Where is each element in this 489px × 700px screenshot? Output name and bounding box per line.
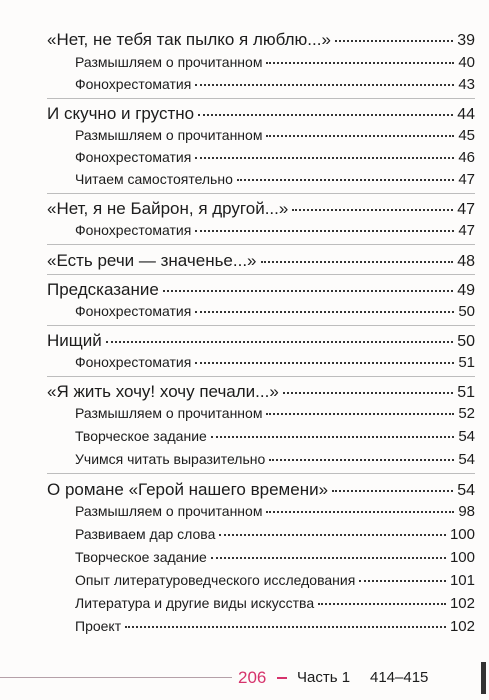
dot-leader [266,511,454,513]
page-footer [0,662,489,694]
toc-entry-sub [75,526,475,543]
toc-entry-page: 51 [457,384,475,401]
toc-entry-title: Размышляем о прочитанном [75,405,263,421]
toc-entry-title: И скучно и грустно [47,104,195,123]
toc-entry-title: Учимся читать выразительно [75,451,266,467]
page-codes: 414–415 [370,669,429,686]
footer-accent-bar [277,677,287,679]
dot-leader [195,362,454,364]
toc-entry-main [47,480,475,500]
dot-leader [163,290,453,292]
footer-rule [0,677,232,678]
toc-entry-main [47,30,475,50]
toc-entry-title: Размышляем о прочитанном [75,54,263,70]
toc-entry-sub [75,503,475,520]
edge-marker [481,662,486,694]
dot-leader [292,209,453,211]
part-label: Часть 1 [297,669,351,686]
dot-leader [237,179,454,181]
dot-leader [318,603,446,605]
toc-entry-title: Опыт литературоведческого исследования [75,572,356,588]
dot-leader [106,341,453,343]
dot-leader [198,114,453,116]
toc-entry-title: Проект [75,618,122,634]
toc-entry-sub [75,572,475,589]
toc-entry-page: 47 [457,201,475,218]
toc-entry-page: 52 [458,405,475,422]
toc-entry-page: 47 [458,171,475,188]
toc-entry-title: О романе «Герой нашего времени» [47,480,329,499]
dot-leader [125,626,446,628]
toc-entry-page: 47 [458,222,475,239]
toc-entry-page: 50 [457,333,475,350]
toc-entry-page: 98 [458,503,475,520]
toc-entry-sub [75,76,475,93]
toc-entry-page: 101 [449,572,475,589]
toc-entry-title: Фонохрестоматия [75,222,192,238]
toc-entry-title: Фонохрестоматия [75,76,192,92]
toc-entry-title: Размышляем о прочитанном [75,503,263,519]
dot-leader [335,40,453,42]
dot-leader [195,311,454,313]
section-divider [47,274,475,275]
toc-entry-sub [75,354,475,371]
toc-entry-sub [75,149,475,166]
dot-leader [266,135,454,137]
toc-entry-title: Предсказание [47,280,159,299]
section-divider [47,193,475,194]
toc-entry-page: 49 [457,282,475,299]
dot-leader [266,62,454,64]
toc-entry-title: Творческое задание [75,549,207,565]
dot-leader [359,580,446,582]
toc-entry-page: 46 [458,149,475,166]
toc-entry-page: 40 [458,54,475,71]
toc-entry-page: 51 [458,354,475,371]
toc-entry-page: 54 [458,451,475,468]
toc-entry-page: 100 [449,526,475,543]
toc-entry-page: 39 [457,32,475,49]
toc-entry-main [47,199,475,219]
toc-entry-title: «Нет, я не Байрон, я другой...» [47,199,289,218]
dot-leader [266,413,454,415]
toc-entry-sub [75,303,475,320]
section-divider [47,376,475,377]
toc-entry-sub [75,618,475,635]
toc-entry-sub [75,428,475,445]
section-divider [47,325,475,326]
dot-leader [211,436,455,438]
toc-entry-sub [75,595,475,612]
toc-entry-sub [75,127,475,144]
toc-entry-main [47,331,475,351]
toc-entry-sub [75,451,475,468]
toc-entry-page: 43 [458,76,475,93]
toc-entry-title: «Нет, не тебя так пылко я люблю...» [47,30,331,49]
toc-entry-title: Читаем самостоятельно [75,171,233,187]
toc-entry-title: Фонохрестоматия [75,354,192,370]
toc-entry-sub [75,171,475,188]
toc-entry-sub [75,222,475,239]
toc-entry-title: «Есть речи — значенье...» [47,251,257,270]
toc-entry-main [47,382,475,402]
toc-entry-page: 54 [458,428,475,445]
toc-entry-title: Фонохрестоматия [75,149,192,165]
toc-entry-sub [75,405,475,422]
toc-entry-page: 100 [449,549,475,566]
toc-entry-title: Нищий [47,331,102,350]
section-divider [47,98,475,99]
toc-entry-page: 102 [449,595,475,612]
toc-entry-title: Литература и другие виды искусства [75,595,315,611]
toc-entry-title: Творческое задание [75,428,207,444]
page-number: 206 [238,668,267,687]
toc-entry-main [47,251,475,271]
toc-entry-title: Развиваем дар слова [75,526,216,542]
toc-entry-sub [75,54,475,71]
dot-leader [261,261,454,263]
toc-entry-title: Фонохрестоматия [75,303,192,319]
dot-leader [211,557,446,559]
dot-leader [332,490,453,492]
section-divider [47,244,475,245]
toc-entry-page: 45 [458,127,475,144]
dot-leader [219,534,446,536]
dot-leader [195,84,454,86]
toc-entry-page: 48 [457,253,475,270]
dot-leader [195,230,454,232]
toc-entry-main [47,280,475,300]
toc-entry-page: 50 [458,303,475,320]
toc-entry-page: 54 [457,482,475,499]
section-divider [47,473,475,474]
toc-entry-main [47,104,475,124]
toc-entry-page: 102 [449,618,475,635]
dot-leader [269,459,454,461]
dot-leader [283,392,453,394]
toc-entry-title: Размышляем о прочитанном [75,127,263,143]
toc-entry-title: «Я жить хочу! хочу печали...» [47,382,279,401]
toc-entry-page: 44 [457,106,475,123]
toc-entry-sub [75,549,475,566]
dot-leader [195,157,454,159]
